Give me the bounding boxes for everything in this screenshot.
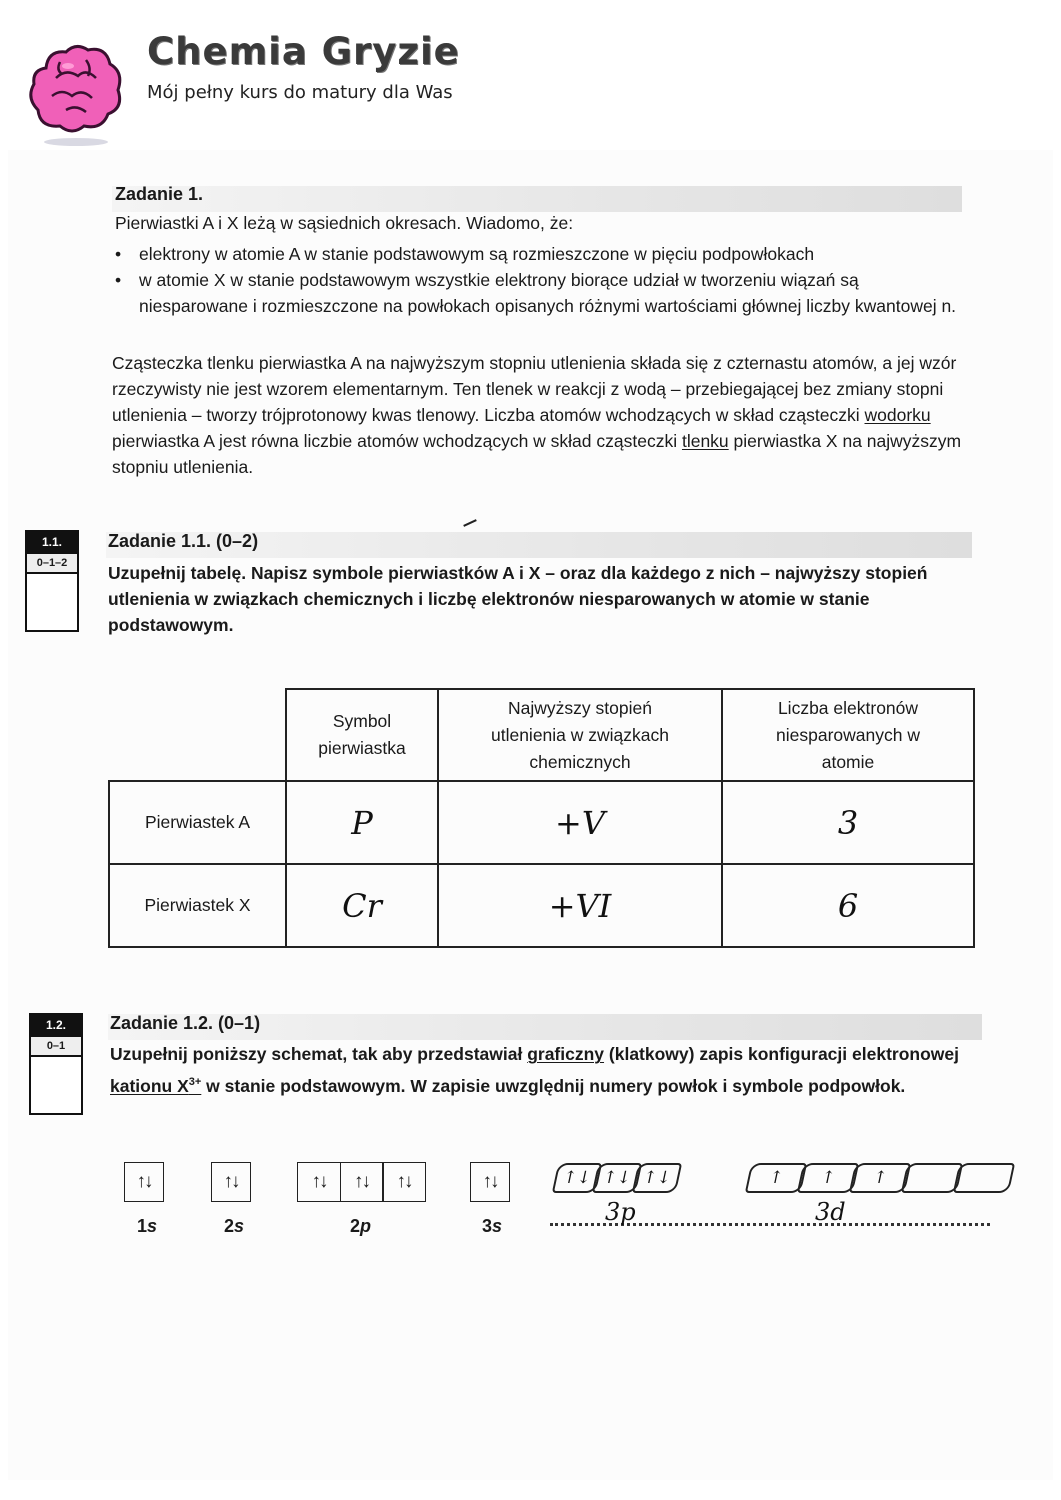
cation-label: kationu X: [110, 1075, 189, 1096]
orbital-label: 3s: [482, 1216, 503, 1236]
task-1-1-title: Zadanie 1.1. (0–2): [108, 531, 259, 551]
score-box-1-1: [25, 530, 79, 632]
task-1-title: Zadanie 1.: [115, 184, 204, 204]
task-1-paragraph: [112, 350, 972, 480]
handwritten-orbital-box: ↑↓: [632, 1163, 682, 1193]
condition-item: • elektrony w atomie A w stanie podstawowym są rozmieszczone w pięciu podpowłokach: [115, 241, 960, 267]
orbital-2s: [211, 1162, 251, 1202]
orbital-3s: [470, 1162, 510, 1202]
orbital-label: 1s: [137, 1216, 158, 1236]
table-row: [109, 864, 974, 947]
column-header: Symbol pierwiastka: [286, 689, 438, 781]
orbital-label: 2s: [224, 1216, 245, 1236]
orbital-box: ↑↓: [124, 1162, 164, 1202]
charge-superscript: 3+: [188, 1076, 202, 1088]
answer-table: [108, 688, 975, 948]
brain-icon: [26, 38, 126, 148]
score-range: 0–1: [31, 1035, 81, 1057]
brand-title: Chemia Gryzie: [147, 30, 460, 73]
site-header: [0, 0, 1061, 150]
score-box-1-2: [29, 1013, 83, 1115]
brand-subtitle: Mój pełny kurs do matury dla Was: [147, 82, 453, 103]
handwritten-label-3p: 3p: [605, 1198, 636, 1226]
orbital-box: ↑↓: [470, 1162, 510, 1202]
handwritten-3p-boxes[interactable]: [555, 1163, 675, 1199]
task-1-2-title: Zadanie 1.2. (0–1): [110, 1013, 261, 1033]
handwritten-orbital-box: ↑: [797, 1163, 859, 1193]
paragraph-text: pierwiastka X na najwyższym stopniu utlenienia.: [112, 431, 962, 477]
condition-item: • w atomie X w stanie podstawowym wszystkie elektrony biorące udział w tworzeniu wiązań są niesparowane i rozmieszczone na powłokach opisanych różnymi wartościami głównej liczby kwantowej n.: [115, 267, 960, 319]
table-row: [109, 781, 974, 864]
handwritten-orbital-box: ↑: [849, 1163, 911, 1193]
orbital-1s: [124, 1162, 164, 1202]
unpaired-answer[interactable]: 3: [722, 781, 974, 864]
orbital-2p: [297, 1162, 426, 1202]
underlined-term: graficzny: [527, 1044, 605, 1064]
handwritten-orbital-box: ↑↓: [592, 1163, 642, 1193]
score-field[interactable]: [27, 574, 77, 630]
title-band: [112, 186, 962, 212]
orbital-box: ↑↓: [211, 1162, 251, 1202]
score-number: 1.2.: [31, 1015, 81, 1035]
unpaired-answer[interactable]: 6: [722, 864, 974, 947]
column-header: Liczba elektronów niesparowanych w atomie: [722, 689, 974, 781]
orbital-label: 2p: [350, 1216, 372, 1236]
score-range: 0–1–2: [27, 552, 77, 574]
orbital-box: ↑↓: [297, 1162, 341, 1202]
paragraph-text: Cząsteczka tlenku pierwiastka A na najwyższym stopniu utlenienia składa się z czternastu atomów, a jej wzór rzeczywisty nie jest wzorem elementarnym. Ten tlenek w reakcji z wodą – przebiegającej bez zmiany stopni utlenienia – tworzy trójprotonowy kwas tlenowy. Liczba atomów wchodzących w skład cząsteczki: [112, 353, 957, 425]
score-field[interactable]: [31, 1057, 81, 1113]
task-1-intro: Pierwiastki A i X leżą w sąsiednich okresach. Wiadomo, że:: [115, 213, 574, 233]
task-1-conditions: [115, 241, 960, 319]
instruction-text: (klatkowy) zapis konfiguracji elektronowej: [604, 1044, 959, 1064]
handwritten-orbital-box: [953, 1163, 1015, 1193]
underlined-term: [110, 1076, 201, 1096]
handwritten-3d-boxes[interactable]: [748, 1163, 1008, 1199]
underlined-term: wodorku: [864, 405, 931, 425]
corner-cell: [109, 689, 286, 781]
symbol-answer[interactable]: P: [286, 781, 438, 864]
handwritten-orbital-box: ↑↓: [552, 1163, 602, 1193]
handwritten-label-3d: 3d: [815, 1198, 846, 1226]
row-label: Pierwiastek A: [109, 781, 286, 864]
underlined-term: tlenku: [681, 431, 729, 451]
instruction-text: w stanie podstawowym. W zapisie uwzględnij numery powłok i symbole podpowłok.: [201, 1075, 906, 1096]
paragraph-text: pierwiastka A jest równa liczbie atomów wchodzących w skład cząsteczki: [112, 431, 682, 451]
oxidation-answer[interactable]: +V: [438, 781, 722, 864]
column-header: Najwyższy stopień utlenienia w związkach chemicznych: [438, 689, 722, 781]
task-1-2-instruction: [110, 1040, 960, 1100]
score-number: 1.1.: [27, 532, 77, 552]
symbol-answer[interactable]: Cr: [286, 864, 438, 947]
row-label: Pierwiastek X: [109, 864, 286, 947]
handwritten-orbital-box: ↑: [745, 1163, 807, 1193]
orbital-box: ↑↓: [340, 1162, 384, 1202]
task-1-1-instruction: Uzupełnij tabelę. Napisz symbole pierwiastków A i X – oraz dla każdego z nich – najwyższy stopień utlenienia w związkach chemicznych i liczbę elektronów niesparowanych w atomie w stanie podstawowym.: [108, 563, 928, 635]
orbital-box: ↑↓: [382, 1162, 426, 1202]
oxidation-answer[interactable]: +VI: [438, 864, 722, 947]
instruction-text: Uzupełnij poniższy schemat, tak aby przedstawiał: [110, 1044, 528, 1064]
